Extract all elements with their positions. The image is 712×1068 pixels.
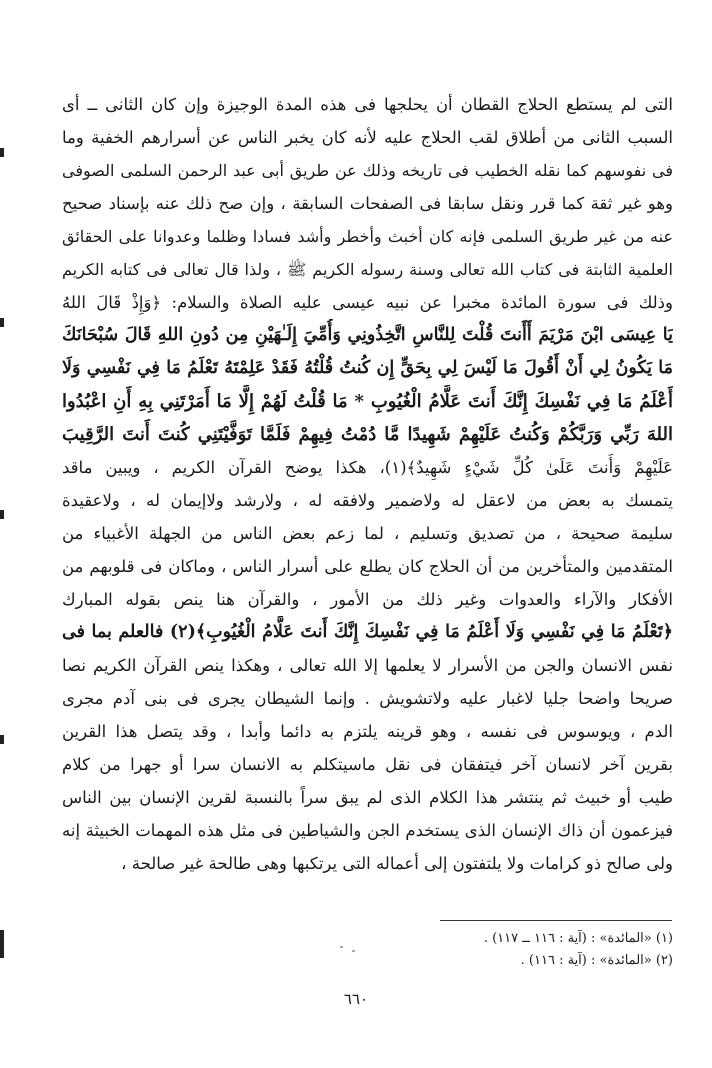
quran-verse-line: أَعْلَمُ مَا فِي نَفْسِكَ إِنَّكَ أَنتَ عَلَّامُ الْغُيُوبِ * مَا قُلْتُ لَهُمْ إِلَّا مَا أَمَرْتَنِي بِهِ أَنِ اعْبُدُوا	[62, 391, 673, 412]
text-line: سليمة صحيحة ، من تصديق وتسليم ، لما زعم بعض الناس من الجهلة الأغبياء من	[62, 524, 673, 543]
quran-verse-line: مَا يَكُونُ لِي أَنْ أَقُولَ مَا لَيْسَ لِي بِحَقٍّ إِن كُنتُ قُلْتُهُ فَقَدْ عَلِمْتَهُ تَعْلَمُ مَا فِي نَفْسِي وَلَا	[62, 358, 673, 378]
quran-verse-line: اللهَ رَبِّي وَرَبَّكُمْ وَكُنتُ عَلَيْهِمْ شَهِيدًا مَّا دُمْتُ فِيهِمْ فَلَمَّا تَوَفَّيْتَنِي كُنتَ أَنتَ الرَّقِيبَ	[62, 424, 673, 445]
text-line: عنه من غير طريق السلمى فإنه كان أخبث وأخطر وأشد فسادا وظلما وعدوانا على الحقائق	[62, 227, 673, 246]
quran-verse-line: ﴿تَعْلَمُ مَا فِي نَفْسِي وَلَا أَعْلَمُ مَا فِي نَفْسِكَ إِنَّكَ أَنتَ عَلَّامُ الْغُيُوبِ﴾(٢) فالعلم بما فى	[62, 622, 673, 642]
text-line: السبب الثانى من أطلاق لقب الحلاج عليه لأنه كان يخبر الناس عن أسرارهم الخفية وما	[62, 128, 673, 147]
binding-mark	[0, 930, 4, 958]
binding-mark	[0, 510, 4, 519]
text-line: فيزعمون أن ذاك الإنسان الذى يستخدم الجن والشياطين فى مثل هذه المهمات الخبيثة إنه	[62, 821, 673, 840]
footnote-separator	[440, 920, 672, 921]
text-line: نفس الانسان والجن من الأسرار لا يعلمها إلا الله تعالى ، وهكذا ينص القرآن الكريم نصا	[62, 656, 673, 675]
scan-speck	[352, 950, 355, 952]
text-line: المتقدمين والمتأخرين من أن الحلاج كان يطلع على أسرار الناس ، وماكان فى قلوبهم من	[62, 557, 673, 576]
binding-mark	[0, 735, 4, 744]
text-line: يتمسك به بعض من لاعقل له ولاضمير ولافقه له ، ولارشد ولاإيمان له ، ولاعقيدة	[62, 491, 673, 510]
text-line: فى نفوسهم كما نقله الخطيب فى تاريخه وذلك عن طريق أبى عبد الرحمن السلمى الصوفى	[62, 161, 673, 180]
text-line: الدم ، ويوسوس فى نفسه ، وهو قرينه يلتزم به دائما وأبدا ، وقد يتصل هذا القرين	[62, 722, 673, 741]
page-number: ٦٦٠	[343, 990, 369, 1008]
text-line: بقرين آخر لانسان آخر فيتفقان فى نقل ماسيتكلم به الانسان سرا أو جهرا من كلام	[62, 755, 673, 774]
text-line: عَلَيْهِمْ وَأَنتَ عَلَىٰ كُلِّ شَيْءٍ شَهِيدٌ﴾(١)، هكذا يوضح القرآن الكريم ، ويبين ماقد	[62, 458, 673, 477]
footnotes	[420, 928, 673, 972]
text-line: العلمية الثابتة فى كتاب الله تعالى وسنة رسوله الكريم ﷺ ، ولذا قال تعالى فى كتابه الكريم	[62, 260, 673, 279]
binding-mark	[0, 318, 4, 327]
footnote: (١) «المائدة» : (آية : ١١٦ ــ ١١٧) .	[483, 931, 673, 946]
text-line: وذلك فى سورة المائدة مخبرا عن نبيه عيسى عليه الصلاة والسلام: ﴿وَإِذْ قَالَ اللهُ	[62, 293, 673, 312]
text-line: وهو غير ثقة كما قرر ونقل سابقا فى الصفحات السابقة ، وإن صح ذلك عنه بإسناد صحيح	[62, 194, 673, 213]
body-text	[62, 88, 673, 880]
quran-verse-line: يَا عِيسَى ابْنَ مَرْيَمَ أَأَنتَ قُلْتَ لِلنَّاسِ اتَّخِذُونِي وَأُمِّيَ إِلَـٰهَيْنِ مِن دُونِ اللهِ قَالَ سُبْحَانَكَ	[62, 325, 673, 345]
text-line: صريحا واضحا جليا لاغبار عليه ولاتشويش . وإنما الشيطان يجرى فى بنى آدم مجرى	[62, 689, 673, 708]
binding-mark	[0, 148, 4, 157]
footnote: (٢) «المائدة» : (آية : ١١٦) .	[520, 953, 673, 968]
scan-speck	[340, 946, 343, 948]
text-line: طيب أو خبيث ثم ينتشر هذا الكلام الذى لم يبق سراً بالنسبة لقرين الإنسان بين الناس	[62, 788, 673, 807]
text-line: التى لم يستطع الحلاج القطان أن يحلجها فى هذه المدة الوجيزة وإن كان الثانى ــ أى	[62, 95, 673, 114]
text-line: الأفكار والآراء والعدوات وغير ذلك من الأمور ، والقرآن هنا ينص بقوله المبارك	[62, 590, 673, 609]
text-line: ولى صالح ذو كرامات ولا يلتفتون إلى أعماله التى يرتكبها وهى طالحة غير صالحة ،	[121, 854, 673, 873]
